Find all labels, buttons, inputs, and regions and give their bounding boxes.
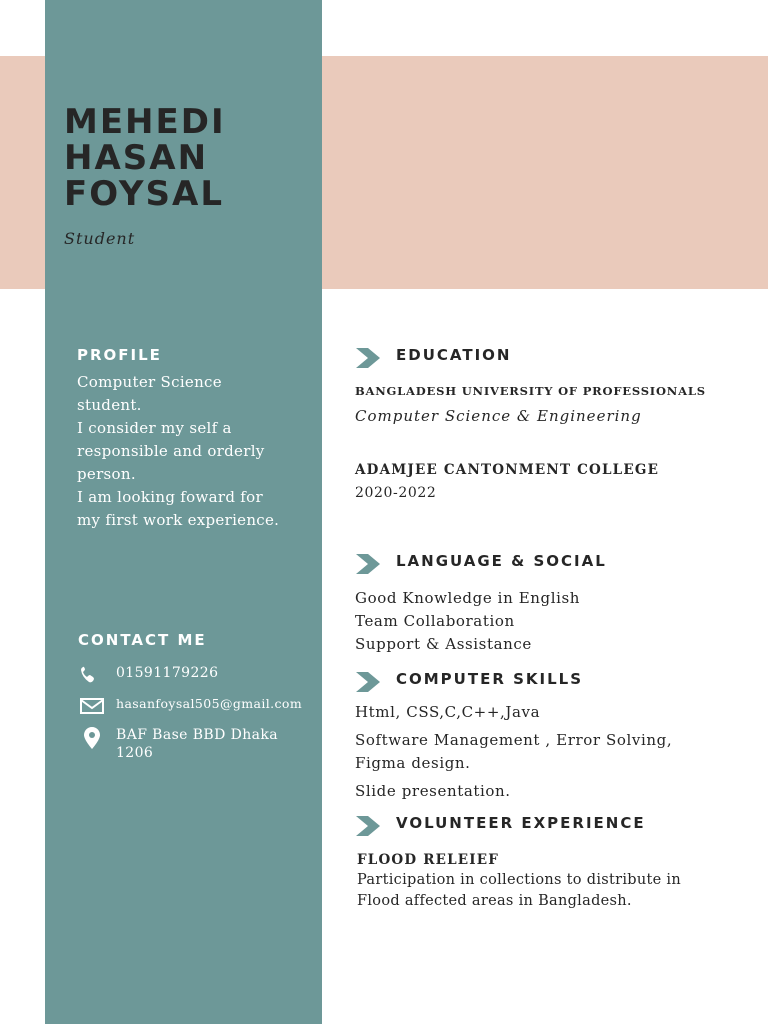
chevron-right-icon	[356, 348, 382, 368]
role-title: Student	[64, 229, 136, 248]
profile-text	[77, 371, 287, 532]
name-line: FOYSAL	[64, 174, 225, 214]
phone-icon	[78, 665, 104, 685]
language-item: Team Collaboration	[355, 612, 515, 630]
education-heading-label: EDUCATION	[396, 346, 512, 364]
volunteer-desc-line: Participation in collections to distribute in	[357, 872, 682, 888]
college-years: 2020-2022	[355, 485, 437, 501]
profile-line: I consider my self a responsible and orderly person.	[77, 419, 265, 483]
address-text: BAF Base BBD Dhaka 1206	[116, 727, 278, 761]
profile-heading: PROFILE	[77, 346, 162, 364]
person-name	[64, 104, 314, 212]
computer-skills-heading-label: COMPUTER SKILLS	[396, 670, 584, 688]
volunteer-heading-label: VOLUNTEER EXPERIENCE	[396, 814, 646, 832]
college-name: ADAMJEE CANTONMENT COLLEGE	[355, 462, 660, 478]
university-name: BANGLADESH UNIVERSITY OF PROFESSIONALS	[355, 384, 706, 398]
volunteer-desc-line: Flood affected areas in Bangladesh.	[357, 893, 632, 909]
skill-line: Software Management , Error Solving,	[355, 731, 673, 749]
profile-line: Computer Science student.	[77, 373, 222, 414]
chevron-right-icon	[356, 554, 382, 574]
phone-number: 01591179226	[116, 665, 219, 681]
skill-line: Slide presentation.	[355, 782, 511, 800]
name-line: MEHEDI	[64, 102, 226, 142]
profile-line: I am looking foward for my first work experience.	[77, 488, 280, 529]
email-address: hasanfoysal505@gmail.com	[116, 696, 303, 711]
language-item: Good Knowledge in English	[355, 589, 581, 607]
volunteer-title: FLOOD RELEIEF	[357, 852, 500, 868]
language-social-heading-label: LANGUAGE & SOCIAL	[396, 552, 607, 570]
mail-icon	[78, 696, 104, 716]
university-program: Computer Science & Engineering	[355, 407, 642, 425]
skill-line: Figma design.	[355, 754, 471, 772]
chevron-right-icon	[356, 672, 382, 692]
chevron-right-icon	[356, 816, 382, 836]
location-pin-icon	[78, 726, 104, 750]
skill-line: Html, CSS,C,C++,Java	[355, 703, 541, 721]
contact-heading: CONTACT ME	[78, 631, 207, 649]
name-line: HASAN	[64, 138, 209, 178]
language-item: Support & Assistance	[355, 635, 532, 653]
